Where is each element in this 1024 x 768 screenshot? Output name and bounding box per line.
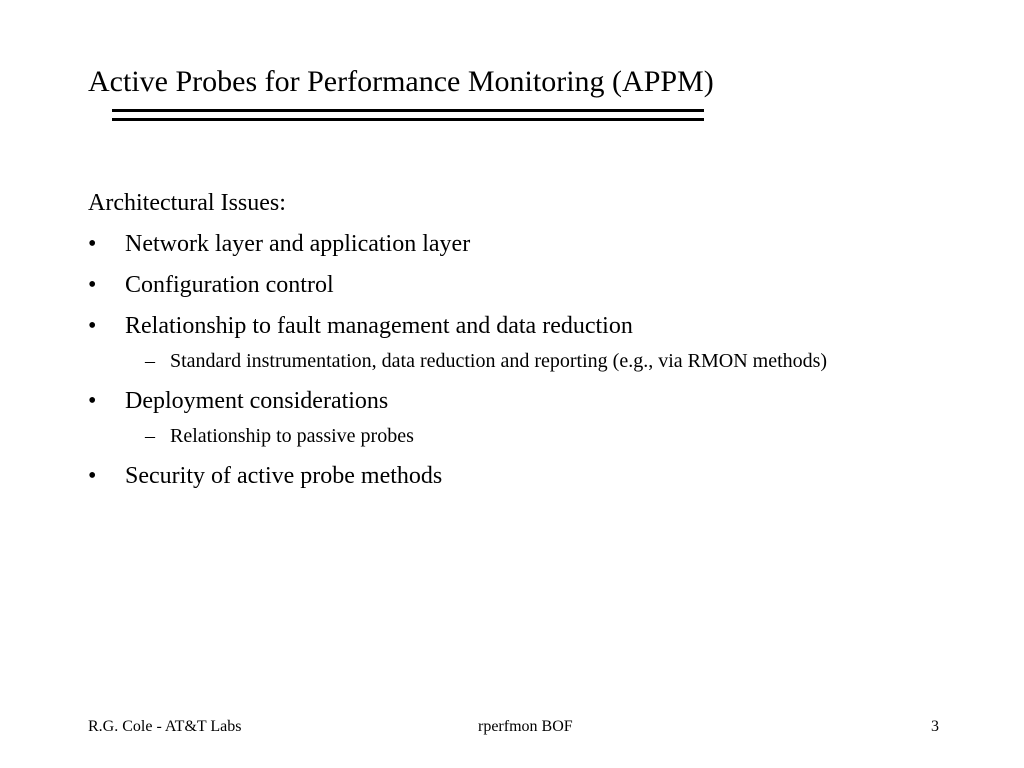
bullet-item: [88, 384, 938, 418]
bullet-marker: •: [88, 463, 97, 489]
footer-author: R.G. Cole - AT&T Labs: [88, 718, 242, 735]
bullet-text: Relationship to fault management and data reduction: [125, 313, 633, 339]
title-rule-bottom: [112, 118, 704, 121]
bullet-marker: •: [88, 388, 97, 414]
bullet-text: Security of active probe methods: [125, 463, 443, 489]
footer-event: rperfmon BOF: [478, 718, 573, 735]
bullet-marker: •: [88, 272, 97, 298]
bullet-item: [88, 459, 938, 493]
bullet-item: [88, 227, 938, 261]
sub-bullet-item: [88, 421, 910, 452]
bullet-marker: •: [88, 313, 97, 339]
bullet-text: Deployment considerations: [125, 388, 389, 414]
sub-bullet-marker: –: [145, 350, 155, 372]
bullet-marker: •: [88, 231, 97, 257]
sub-bullet-item: [88, 346, 910, 377]
bullet-text: Network layer and application layer: [125, 231, 471, 257]
slide-title: Active Probes for Performance Monitoring (APPM): [88, 65, 714, 98]
sub-bullet-marker: –: [145, 425, 155, 447]
title-rule-top: [112, 109, 704, 112]
bullet-item: [88, 309, 938, 343]
slide-body: [88, 186, 938, 500]
sub-bullet-text: Relationship to passive probes: [170, 425, 414, 447]
bullet-item: [88, 268, 938, 302]
bullet-text: Configuration control: [125, 272, 334, 298]
sub-bullet-text: Standard instrumentation, data reduction and reporting (e.g., via RMON methods): [170, 350, 828, 372]
footer-page-number: 3: [931, 718, 939, 735]
section-heading: Architectural Issues:: [88, 190, 286, 216]
